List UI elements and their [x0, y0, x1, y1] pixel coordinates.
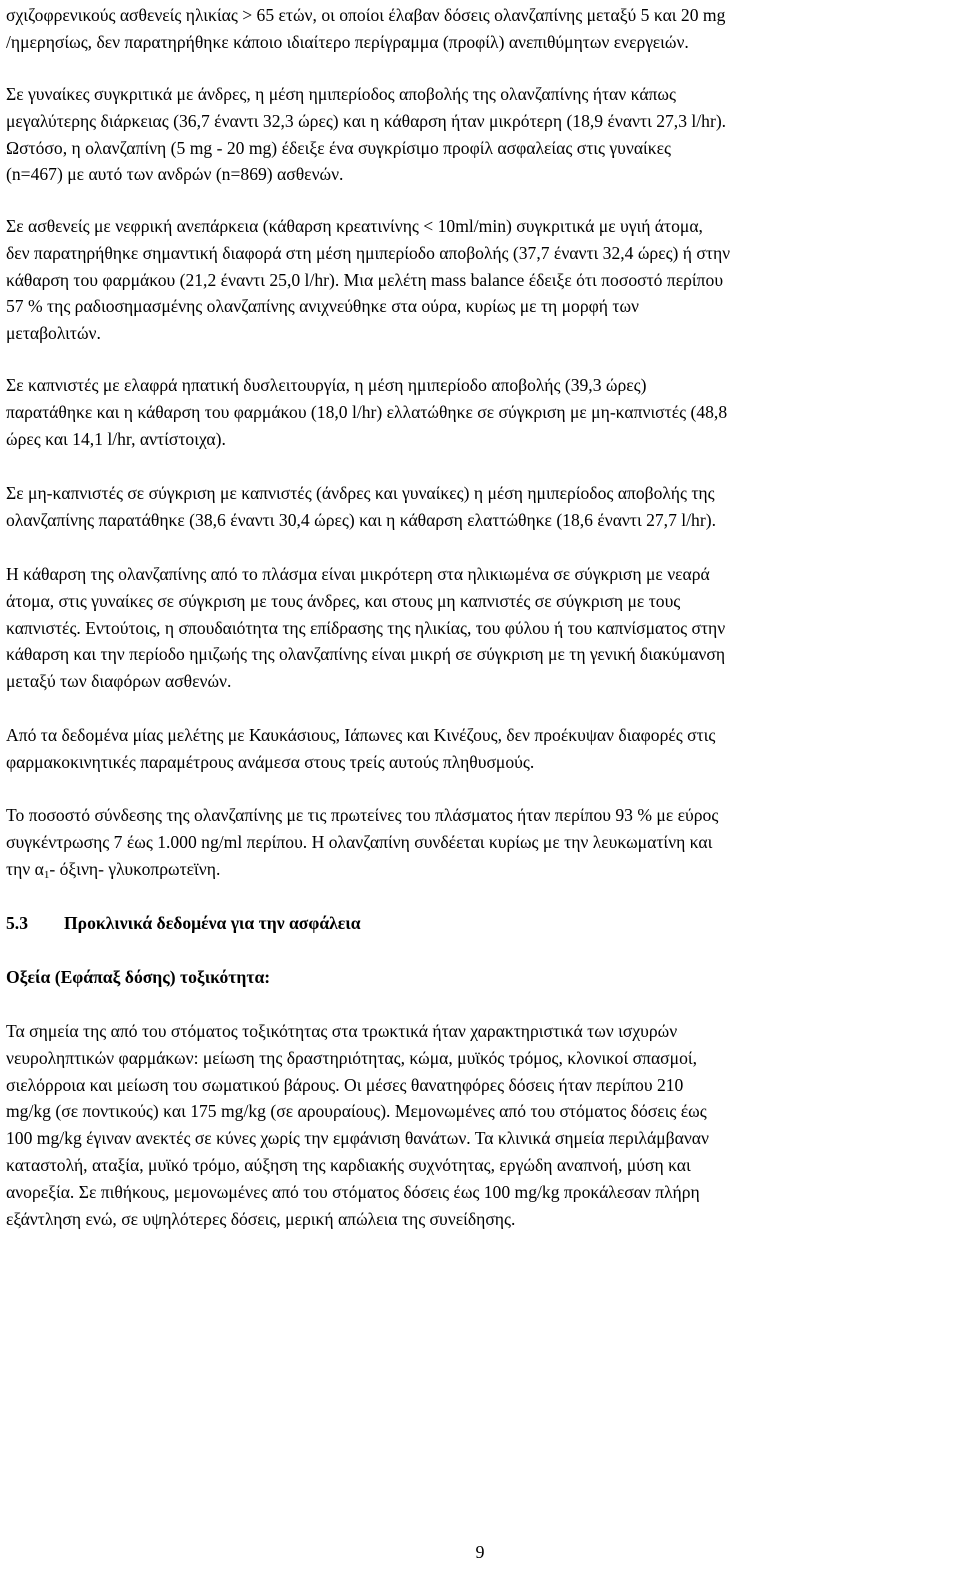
page-number: 9	[475, 1542, 485, 1562]
section-heading	[6, 910, 361, 937]
paragraph-clearance	[6, 561, 725, 695]
text-line: καπνιστές. Εντούτοις, η σπουδαιότητα της επίδρασης της ηλικίας, του φύλου ή του καπνίσματος στην	[6, 617, 726, 638]
paragraph-renal-impairment	[6, 213, 730, 347]
text-line: ανορεξία. Σε πιθήκους, μεμονωμένες από του στόματος δόσεις έως 100 mg/kg προκάλεσαν πλήρη	[6, 1181, 700, 1202]
text-line: Σε ασθενείς με νεφρική ανεπάρκεια (κάθαρση κρεατινίνης < 10ml/min) συγκριτικά με υγιή άτομα,	[6, 216, 703, 236]
text-line: (n=467) με αυτό των ανδρών (n=869) ασθενών.	[6, 164, 344, 185]
text-line: Σε μη-καπνιστές σε σύγκριση με καπνιστές (άνδρες και γυναίκες) η μέση ημιπερίοδος αποβολής της	[6, 483, 715, 503]
section-title: Προκλινικά δεδομένα για την ασφάλεια	[64, 913, 361, 933]
paragraph-ethnic-study	[6, 722, 715, 776]
text-line: φαρμακοκινητικές παραμέτρους ανάμεσα στους τρείς αυτούς πληθυσμούς.	[6, 751, 535, 772]
text-line: Σε καπνιστές με ελαφρά ηπατική δυσλειτουργία, η μέση ημιπερίοδο αποβολής (39,3 ώρες)	[6, 375, 647, 395]
text-line: Το ποσοστό σύνδεσης της ολανζαπίνης με τις πρωτείνες του πλάσματος ήταν περίπου 93 % με εύρος	[6, 805, 719, 825]
text-line: άτομα, στις γυναίκες σε σύγκριση με τους άνδρες, και στους μη καπνιστές σε σύγκριση με τους	[6, 590, 681, 611]
text-line: συγκέντρωσης 7 έως 1.000 ng/ml περίπου. Η ολανζαπίνη συνδέεται κυρίως με την λευκωματίνη και	[6, 831, 713, 852]
section-number: 5.3	[6, 913, 28, 933]
text-fragment: - όξινη- γλυκοπρωτεϊνη.	[49, 858, 221, 879]
text-line: καταστολή, αταξία, μυϊκό τρόμο, αύξηση της καρδιακής συχνότητας, εργώδη αναπνοή, μύση και	[6, 1154, 691, 1175]
text-line: mg/kg (σε ποντικούς) και 175 mg/kg (σε αρουραίους). Μεμονωμένες από του στόματος δόσεις έως	[6, 1101, 707, 1122]
subheading-text: Οξεία (Εφάπαξ δόσης) τοξικότητα:	[6, 967, 271, 987]
text-line: εξάντληση ενώ, σε υψηλότερες δόσεις, μερική απώλεια της συνείδησης.	[6, 1208, 516, 1229]
paragraph-non-smokers	[6, 480, 716, 534]
text-line: Από τα δεδομένα μίας μελέτης με Καυκάσιους, Ιάπωνες και Κινέζους, δεν προέκυψαν διαφορές στις	[6, 725, 716, 745]
text-line: νευροληπτικών φαρμάκων: μείωση της δραστηριότητας, κώμα, μυϊκός τρόμος, κλονικοί σπασμοί,	[6, 1047, 698, 1068]
text-line: σχιζοφρενικούς ασθενείς ηλικίας > 65 ετών, οι οποίοι έλαβαν δόσεις ολανζαπίνης μεταξύ 5 και 20 mg	[6, 5, 726, 25]
paragraph-hepatic-smokers	[6, 372, 727, 452]
text-line: ώρες και 14,1 l/hr, αντίστοιχα).	[6, 428, 226, 449]
paragraph-elderly-profile	[6, 2, 725, 56]
text-line: Ωστόσο, η ολανζαπίνη (5 mg - 20 mg) έδειξε ένα συγκρίσιμο προφίλ ασφαλείας στις γυναίκες	[6, 137, 671, 158]
text-line: 100 mg/kg έγιναν ανεκτές σε κύνες χωρίς την εμφάνιση θανάτων. Τα κλινικά σημεία περιλάμβαναν	[6, 1128, 709, 1149]
text-line: ολανζαπίνης παρατάθηκε (38,6 έναντι 30,4 ώρες) και η κάθαρση ελαττώθηκε (18,6 έναντι 27,7 l/hr).	[6, 509, 716, 530]
text-line: Η κάθαρση της ολανζαπίνης από το πλάσμα είναι μικρότερη στα ηλικιωμένα σε σύγκριση με νεαρά	[6, 564, 710, 584]
text-line: μεταξύ των διαφόρων ασθενών.	[6, 671, 232, 692]
text-line: /ημερησίως, δεν παρατηρήθηκε κάποιο ιδιαίτερο περίγραμμα (προφίλ) ανεπιθύμητων ενεργειών.	[6, 31, 689, 52]
paragraph-protein-binding	[6, 802, 718, 882]
subheading-acute-toxicity	[6, 964, 270, 991]
text-line: 57 % της ραδιοσημασμένης ολανζαπίνης ανιχνεύθηκε στα ούρα, κυρίως με τη μορφή των	[6, 296, 639, 317]
subscript: 1	[43, 868, 50, 881]
text-line: παρατάθηκε και η κάθαρση του φαρμάκου (18,0 l/hr) ελλατώθηκε σε σύγκριση με μη-καπνιστές (48,8	[6, 401, 728, 422]
text-line: κάθαρση και την περίοδο ημιζωής της ολανζαπίνης είναι μικρή σε σύγκριση με τη γενική διακύμανση	[6, 644, 726, 665]
text-line: Τα σημεία της από του στόματος τοξικότητας στα τρωκτικά ήταν χαρακτηριστικά των ισχυρών	[6, 1021, 678, 1041]
text-line: Σε γυναίκες συγκριτικά με άνδρες, η μέση ημιπερίοδος αποβολής της ολανζαπίνης ήταν κάπως	[6, 84, 676, 104]
text-line: κάθαρση του φαρμάκου (21,2 έναντι 25,0 l/hr). Μια μελέτη mass balance έδειξε ότι ποσοστό περίπου	[6, 269, 724, 290]
text-line	[6, 856, 718, 883]
text-fragment: την α	[6, 858, 44, 879]
text-line: μεγαλύτερης διάρκειας (36,7 έναντι 32,3 ώρες) και η κάθαρση ήταν μικρότερη (18,9 έναντι 27,3 l/hr).	[6, 110, 727, 131]
paragraph-toxicity	[6, 1018, 709, 1232]
text-line: δεν παρατηρήθηκε σημαντική διαφορά στη μέση ημιπερίοδο αποβολής (37,7 έναντι 32,4 ώρες) ή στην	[6, 242, 731, 263]
text-line: μεταβολιτών.	[6, 323, 101, 344]
paragraph-gender-differences	[6, 81, 726, 188]
text-line: σιελόρροια και μείωση του σωματικού βάρους. Οι μέσες θανατηφόρες δόσεις ήταν περίπου 210	[6, 1074, 684, 1095]
